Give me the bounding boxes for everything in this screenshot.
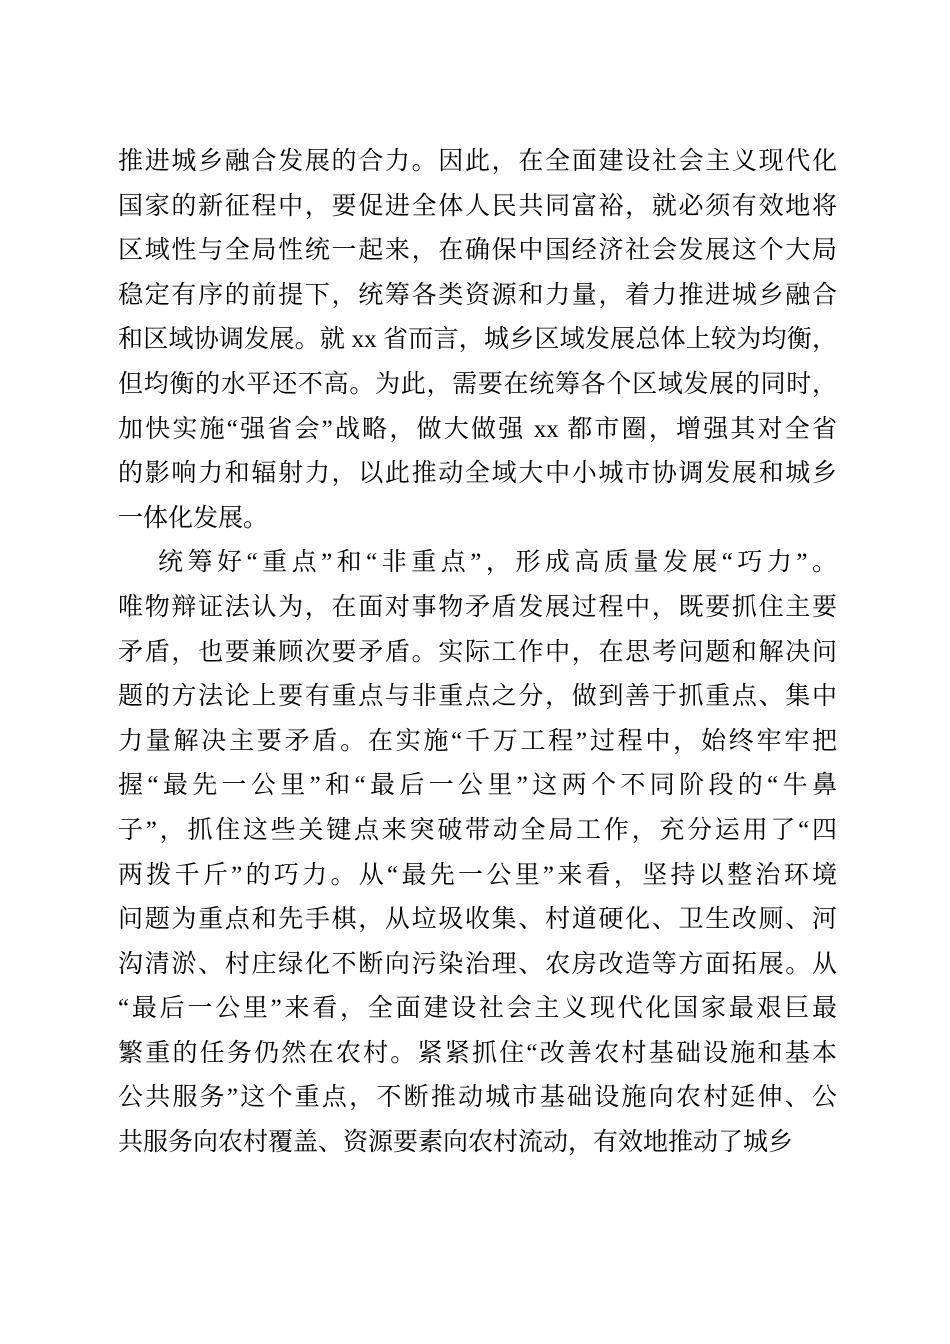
- text-line: 繁重的任务仍然在农村。紧紧抓住“改善农村基础设施和基本: [118, 1039, 837, 1067]
- text-line: 力量解决主要矛盾。在实施“千万工程”过程中，始终牢牢把: [118, 727, 837, 755]
- document-body: [118, 140, 837, 1166]
- text-line: 和区域协调发展。就 xx 省而言，城乡区域发展总体上较为均衡，: [118, 326, 837, 354]
- text-line: 稳定有序的前提下，统筹各类资源和力量，着力推进城乡融合: [118, 281, 837, 309]
- text-line: 矛盾，也要兼顾次要矛盾。实际工作中，在思考问题和解决问: [118, 638, 837, 666]
- text-line: 一体化发展。: [118, 504, 269, 532]
- text-line: 加快实施“强省会”战略，做大做强 xx 都市圈，增强其对全省: [118, 415, 837, 443]
- text-line: 的影响力和辐射力，以此推动全域大中小城市协调发展和城乡: [118, 460, 837, 488]
- text-line: 公共服务”这个重点，不断推动城市基础设施向农村延伸、公: [118, 1084, 837, 1112]
- text-line: 握“最先一公里”和“最后一公里”这两个不同阶段的“牛鼻: [118, 772, 837, 800]
- text-line: 统筹好“重点”和“非重点”，形成高质量发展“巧力”。: [158, 549, 837, 577]
- text-line: 唯物辩证法认为，在面对事物矛盾发展过程中，既要抓住主要: [118, 593, 837, 621]
- text-line: 推进城乡融合发展的合力。因此，在全面建设社会主义现代化: [118, 148, 837, 175]
- text-line: 但均衡的水平还不高。为此，需要在统筹各个区域发展的同时，: [118, 370, 837, 398]
- text-line: 两拨千斤”的巧力。从“最先一公里”来看，坚持以整治环境: [118, 861, 837, 889]
- text-line: 共服务向农村覆盖、资源要素向农村流动，有效地推动了城乡: [118, 1129, 794, 1157]
- text-line: “最后一公里”来看，全面建设社会主义现代化国家最艰巨最: [118, 995, 837, 1023]
- text-line: 子”，抓住这些关键点来突破带动全局工作，充分运用了“四: [118, 816, 837, 844]
- text-line: 国家的新征程中，要促进全体人民共同富裕，就必须有效地将: [118, 192, 837, 220]
- text-line: 区域性与全局性统一起来，在确保中国经济社会发展这个大局: [118, 237, 837, 265]
- text-line: 问题为重点和先手棋，从垃圾收集、村道硬化、卫生改厕、河: [118, 906, 837, 934]
- text-line: 沟清淤、村庄绿化不断向污染治理、农房改造等方面拓展。从: [118, 950, 837, 978]
- text-line: 题的方法论上要有重点与非重点之分，做到善于抓重点、集中: [118, 683, 837, 711]
